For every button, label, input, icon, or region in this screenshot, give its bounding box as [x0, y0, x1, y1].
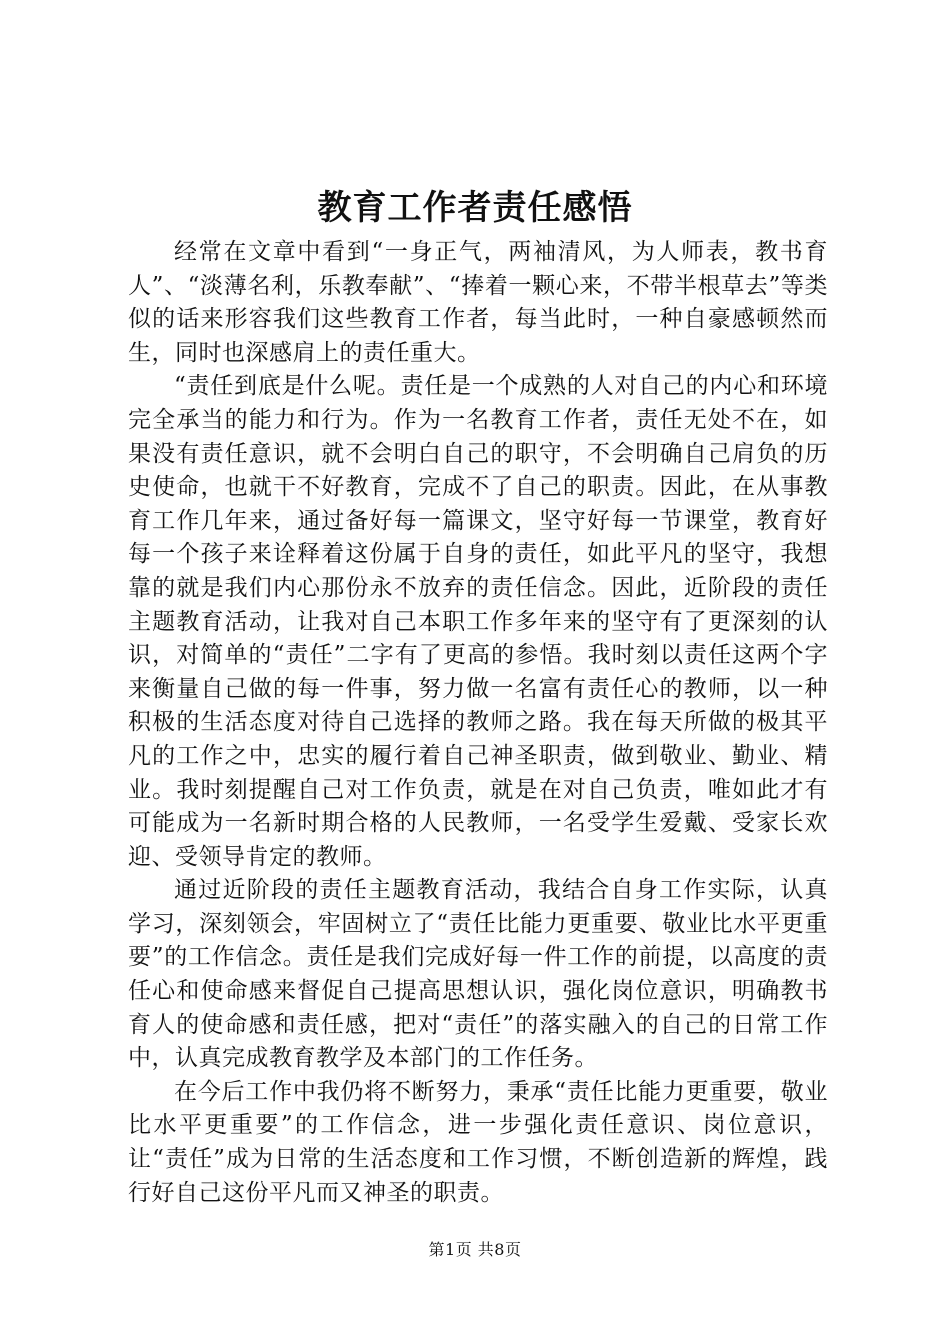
- document-title: 教育工作者责任感悟: [317, 188, 633, 228]
- paragraph-4: 在今后工作中我仍将不断努力，秉承“责任比能力更重要，敬业比水平更重要”的工作信念，进一步强化责任意识、岗位意识，让“责任”成为日常的生活态度和工作习惯，不断创造新的辉煌，践行好自己这份平凡而又神圣的职责。: [128, 1078, 828, 1206]
- paragraph-3: 通过近阶段的责任主题教育活动，我结合自身工作实际，认真学习，深刻领会，牢固树立了“责任比能力更重要、敬业比水平更重要”的工作信念。责任是我们完成好每一件工作的前提，以高度的责任心和使命感来督促自己提高思想认识，强化岗位意识，明确教书育人的使命感和责任感，把对“责任”的落实融入的自己的日常工作中，认真完成教育教学及本部门的工作任务。: [128, 877, 828, 1072]
- document-body: [128, 236, 828, 1210]
- paragraph-2: “责任到底是什么呢。责任是一个成熟的人对自己的内心和环境完全承当的能力和行为。作为一名教育工作者，责任无处不在，如果没有责任意识，就不会明白自己的职守，不会明确自己肩负的历史使命，也就干不好教育，完成不了自己的职责。因此，在从事教育工作几年来，通过备好每一篇课文，坚守好每一节课堂，教育好每一个孩子来诠释着这份属于自身的责任，如此平凡的坚守，我想靠的就是我们内心那份永不放弃的责任信念。因此，近阶段的责任主题教育活动，让我对自己本职工作多年来的坚守有了更深刻的认识，对简单的“责任”二字有了更高的参悟。我时刻以责任这两个字来衡量自己做的每一件事，努力做一名富有责任心的教师，以一种积极的生活态度对待自己选择的教师之路。我在每天所做的极其平凡的工作之中，忠实的履行着自己神圣职责，做到敬业、勤业、精业。我时刻提醒自己对工作负责，就是在对自己负责，唯如此才有可能成为一名新时期合格的人民教师，一名受学生爱戴、受家长欢迎、受领导肯定的教师。: [128, 373, 828, 870]
- paragraph-1: 经常在文章中看到“一身正气，两袖清风，为人师表，教书育人”、“淡薄名利，乐教奉献”、“捧着一颗心来，不带半根草去”等类似的话来形容我们这些教育工作者，每当此时，一种自豪感顿然而生，同时也深感肩上的责任重大。: [128, 239, 828, 366]
- page-footer: 第1页 共8页: [428, 1240, 522, 1259]
